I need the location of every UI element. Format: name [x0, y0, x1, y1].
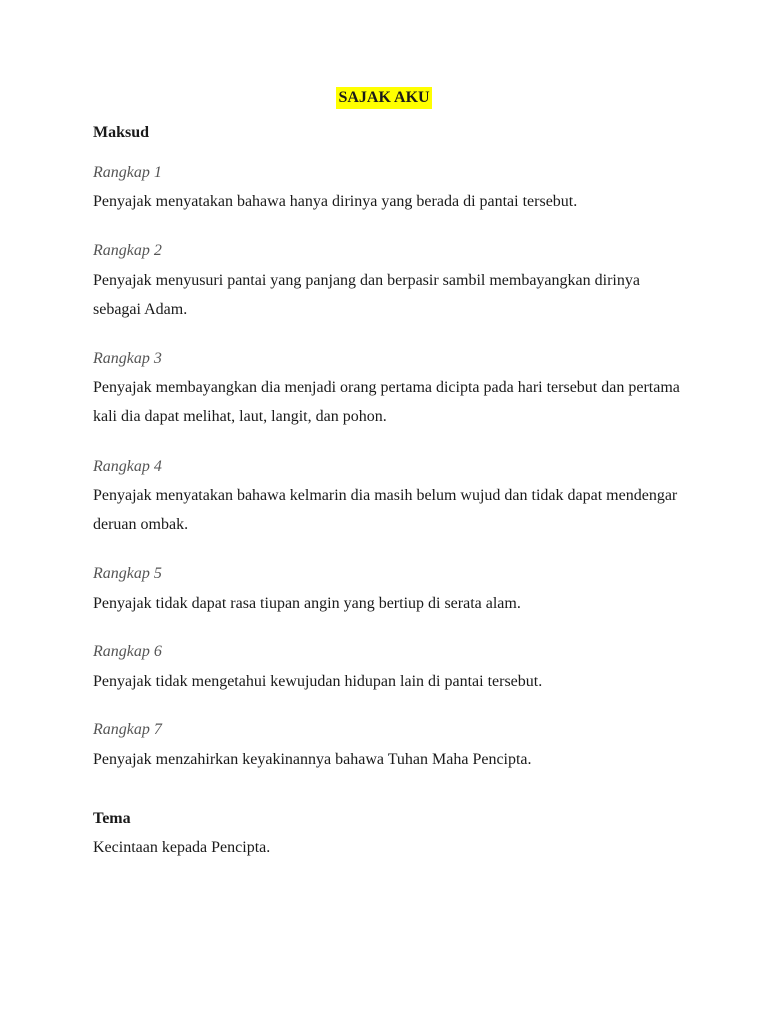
tema-text: Kecintaan kepada Pencipta.	[93, 839, 271, 856]
document-title: SAJAK AKU	[336, 87, 431, 109]
stanza-label-1: Rangkap 1	[93, 164, 162, 181]
stanza-text-5: Penyajak tidak dapat rasa tiupan angin yang bertiup di serata alam.	[93, 595, 521, 612]
stanza-text-6: Penyajak tidak mengetahui kewujudan hidupan lain di pantai tersebut.	[93, 673, 543, 690]
title-wrapper	[0, 87, 768, 109]
stanza-text-3: Penyajak membayangkan dia menjadi orang pertama dicipta pada hari tersebut dan pertama kali dia dapat melihat, laut, langit, dan pohon.	[93, 379, 680, 425]
stanza-label-7: Rangkap 7	[93, 721, 162, 738]
stanza-text-7: Penyajak menzahirkan keyakinannya bahawa Tuhan Maha Pencipta.	[93, 751, 532, 768]
stanza-label-2: Rangkap 2	[93, 242, 162, 259]
stanza-text-1: Penyajak menyatakan bahawa hanya dirinya yang berada di pantai tersebut.	[93, 193, 578, 210]
stanza-text-4: Penyajak menyatakan bahawa kelmarin dia masih belum wujud dan tidak dapat mendengar deruan ombak.	[93, 487, 678, 533]
maksud-heading: Maksud	[93, 124, 150, 141]
stanza-label-4: Rangkap 4	[93, 458, 162, 475]
stanza-label-5: Rangkap 5	[93, 565, 162, 582]
stanza-label-3: Rangkap 3	[93, 350, 162, 367]
stanza-label-6: Rangkap 6	[93, 643, 162, 660]
stanza-text-2: Penyajak menyusuri pantai yang panjang dan berpasir sambil membayangkan dirinya sebagai Adam.	[93, 272, 640, 318]
tema-heading: Tema	[93, 810, 131, 827]
